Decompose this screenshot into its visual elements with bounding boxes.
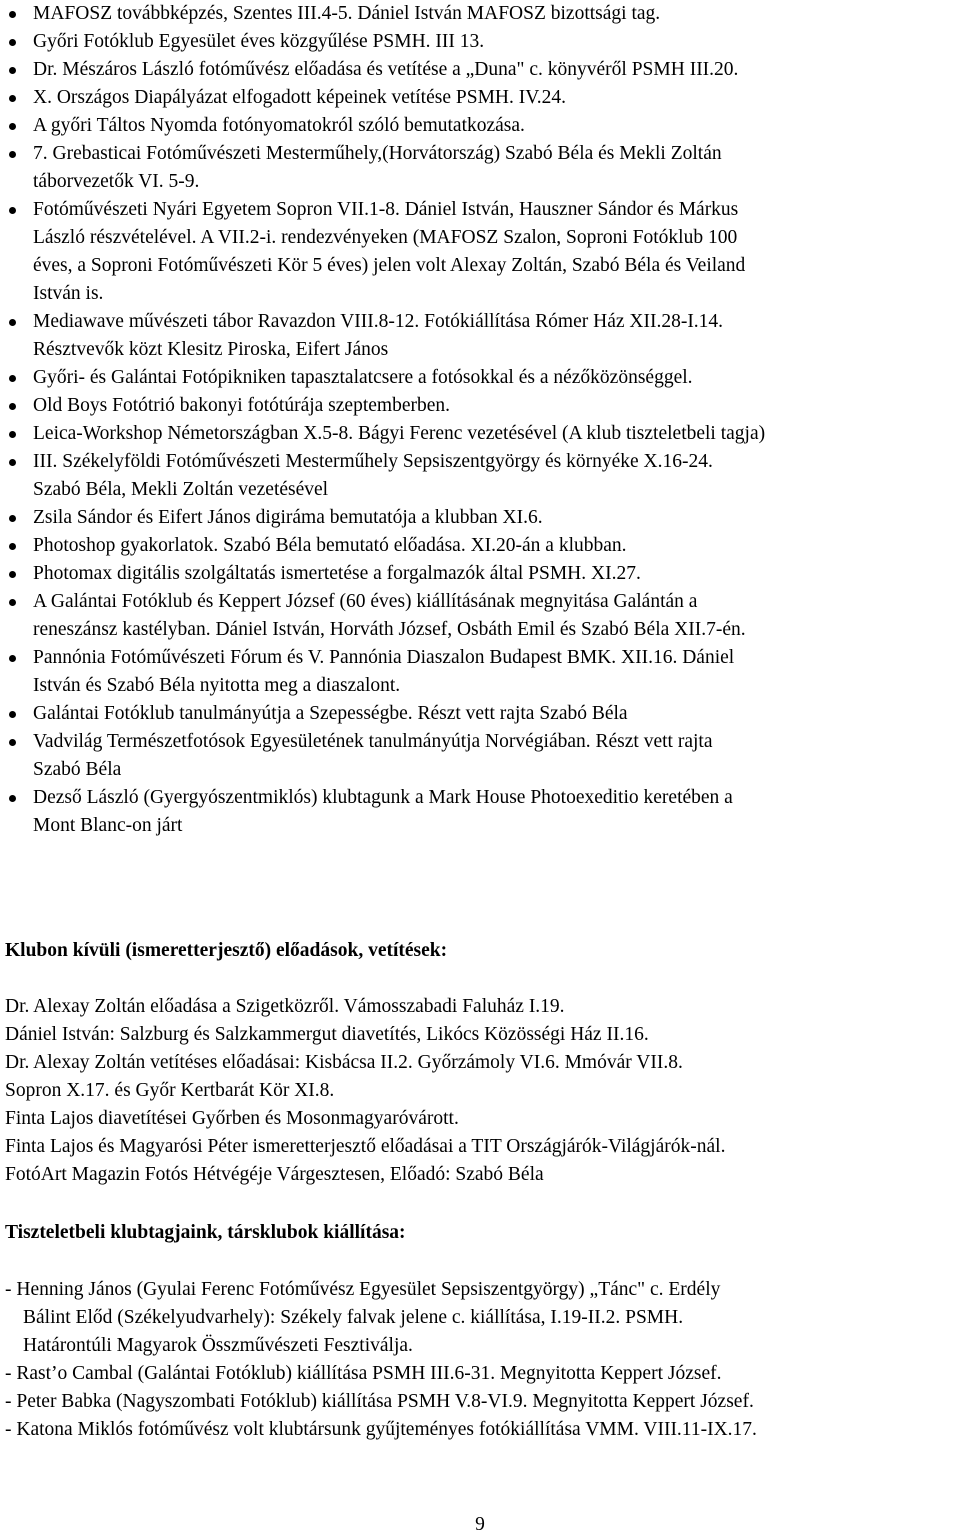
list-item-continuation [0,168,960,196]
list-item [0,700,960,728]
list-item [0,140,960,168]
bullet-icon [9,711,16,718]
list-item-text: Galántai Fotóklub tanulmányútja a Szepességbe. Részt vett rajta Szabó Béla [33,703,628,724]
bullet-icon [9,599,16,606]
list-item [0,308,960,336]
list-item-text: Zsila Sándor és Eifert János digiráma bemutatója a klubban XI.6. [33,507,543,528]
list-item [0,364,960,392]
list-item [0,84,960,112]
list-item [0,532,960,560]
list-item-text: Dezső László (Gyergyószentmiklós) klubtagunk a Mark House Photoexeditio keretében a [33,787,733,808]
lecture-line: Finta Lajos és Magyarósi Péter ismeretterjesztő előadásai a TIT Országjárók-Világjárók-nál. [5,1136,726,1157]
list-item-text: Vadvilág Természetfotósok Egyesületének tanulmányútja Norvégiában. Részt vett rajta [33,731,713,752]
bullet-icon [9,571,16,578]
bullet-icon [9,403,16,410]
bullet-icon [9,123,16,130]
list-item-text: Szabó Béla [33,759,122,780]
bullet-icon [9,459,16,466]
list-item-text: Dr. Mészáros László fotóművész előadása és vetítése a „Duna" c. könyvéről PSMH III.20. [33,59,739,80]
list-item-text: Szabó Béla, Mekli Zoltán vezetésével [33,479,329,500]
lecture-line: Sopron X.17. és Győr Kertbarát Kör XI.8. [5,1080,335,1101]
list-item-text: X. Országos Diapályázat elfogadott képeinek vetítése PSMH. IV.24. [33,87,567,108]
list-item-text: Photoshop gyakorlatok. Szabó Béla bemutató előadása. XI.20-án a klubban. [33,535,627,556]
list-item-continuation [0,280,960,308]
section-heading-lectures: Klubon kívüli (ismeretterjesztő) előadások, vetítések: [5,940,448,961]
list-item [0,112,960,140]
list-item-continuation [0,224,960,252]
exhibition-item: - Peter Babka (Nagyszombati Fotóklub) kiállítása PSMH V.8-VI.9. Megnyitotta Keppert József. [5,1391,754,1412]
list-item [0,560,960,588]
lecture-line: Finta Lajos diavetítései Győrben és Mosonmagyaróvárott. [5,1108,459,1129]
list-item-text: Fotóművészeti Nyári Egyetem Sopron VII.1-8. Dániel István, Hauszner Sándor és Márkus [33,199,739,220]
list-item-text: Photomax digitális szolgáltatás ismertetése a forgalmazók által PSMH. XI.27. [33,563,641,584]
list-item-text: Résztvevők közt Klesitz Piroska, Eifert János [33,339,389,360]
list-item-continuation [0,672,960,700]
list-item-text: táborvezetők VI. 5-9. [33,171,200,192]
bullet-icon [9,543,16,550]
list-item-continuation [0,476,960,504]
list-item-text: III. Székelyföldi Fotóművészeti Mesterműhely Sepsiszentgyörgy és környéke X.16-24. [33,451,713,472]
list-item-text: István és Szabó Béla nyitotta meg a diaszalont. [33,675,401,696]
list-item-text: reneszánsz kastélyban. Dániel István, Horváth József, Osbáth Emil és Szabó Béla XII.7-én. [33,619,746,640]
lecture-line: Dániel István: Salzburg és Salzkammergut diavetítés, Likócs Közösségi Ház II.16. [5,1024,649,1045]
exhibition-item: - Rast’o Cambal (Galántai Fotóklub) kiállítása PSMH III.6-31. Megnyitotta Keppert József. [5,1363,722,1384]
list-item [0,392,960,420]
lecture-line: Dr. Alexay Zoltán vetítéses előadásai: Kisbácsa II.2. Győrzámoly VI.6. Mmóvár VII.8. [5,1052,683,1073]
list-item-text: éves, a Soproni Fotóművészeti Kör 5 éves) jelen volt Alexay Zoltán, Szabó Béla és Veiland [33,255,746,276]
list-item-text: Old Boys Fotótrió bakonyi fotótúrája szeptemberben. [33,395,451,416]
list-item-text: Leica-Workshop Németországban X.5-8. Bágyi Ferenc vezetésével (A klub tiszteletbeli tagja) [33,423,766,444]
list-item [0,196,960,224]
list-item-text: Győri Fotóklub Egyesület éves közgyűlése PSMH. III 13. [33,31,485,52]
list-item [0,28,960,56]
list-item-text: 7. Grebasticai Fotóművészeti Mesterműhely,(Horvátország) Szabó Béla és Mekli Zoltán [33,143,722,164]
list-item-continuation [0,616,960,644]
lecture-line: Dr. Alexay Zoltán előadása a Szigetközről. Vámosszabadi Faluház I.19. [5,996,565,1017]
bullet-icon [9,151,16,158]
list-item-text: A győri Táltos Nyomda fotónyomatokról szóló bemutatkozása. [33,115,525,136]
list-item [0,420,960,448]
exhibition-item: - Henning János (Gyulai Ferenc Fotóművész Egyesület Sepsiszentgyörgy) „Tánc" c. Erdély [5,1279,721,1300]
list-item [0,56,960,84]
list-item-text: MAFOSZ továbbképzés, Szentes III.4-5. Dániel István MAFOSZ bizottsági tag. [33,3,661,24]
list-item [0,784,960,812]
list-item [0,644,960,672]
list-item-continuation [0,756,960,784]
lectures-list [5,993,955,1189]
list-item-text: Pannónia Fotóművészeti Fórum és V. Pannónia Diaszalon Budapest BMK. XII.16. Dániel [33,647,735,668]
bullet-icon [9,319,16,326]
list-item-text: Mont Blanc-on járt [33,815,183,836]
bullet-icon [9,655,16,662]
bullet-icon [9,11,16,18]
list-item [0,588,960,616]
bullet-icon [9,375,16,382]
list-item-continuation [0,812,960,840]
bullet-icon [9,67,16,74]
exhibitions-list [5,1276,957,1444]
section-heading-exhibitions: Tiszteletbeli klubtagjaink, társklubok kiállítása: [5,1222,406,1243]
bullet-icon [9,431,16,438]
list-item-text: Győri- és Galántai Fotópikniken tapasztalatcsere a fotósokkal és a nézőközönséggel. [33,367,693,388]
bullet-icon [9,39,16,46]
list-item-text: István is. [33,283,104,304]
list-item [0,0,960,28]
bullet-icon [9,207,16,214]
list-item-text: László részvételével. A VII.2-i. rendezvényeken (MAFOSZ Szalon, Soproni Fotóklub 100 [33,227,738,248]
list-item-continuation [0,336,960,364]
list-item [0,728,960,756]
bullet-icon [9,739,16,746]
list-item [0,504,960,532]
list-item-text: Mediawave művészeti tábor Ravazdon VIII.8-12. Fotókiállítása Rómer Ház XII.28-I.14. [33,311,724,332]
list-item-continuation [0,252,960,280]
lecture-line: FotóArt Magazin Fotós Hétvégéje Várgesztesen, Előadó: Szabó Béla [5,1164,544,1185]
bullet-icon [9,795,16,802]
list-item-text: A Galántai Fotóklub és Keppert József (60 éves) kiállításának megnyitása Galántán a [33,591,698,612]
exhibition-item: - Katona Miklós fotóművész volt klubtársunk gyűjteményes fotókiállítása VMM. VIII.11-IX.17. [5,1419,757,1440]
page-number: 9 [475,1514,485,1535]
bullet-icon [9,515,16,522]
exhibition-item-continuation: Határontúli Magyarok Összművészeti Fesztiválja. [23,1335,413,1356]
list-item [0,448,960,476]
exhibition-item-continuation: Bálint Előd (Székelyudvarhely): Székely falvak jelene c. kiállítása, I.19-II.2. PSMH. [23,1307,684,1328]
bullet-icon [9,95,16,102]
